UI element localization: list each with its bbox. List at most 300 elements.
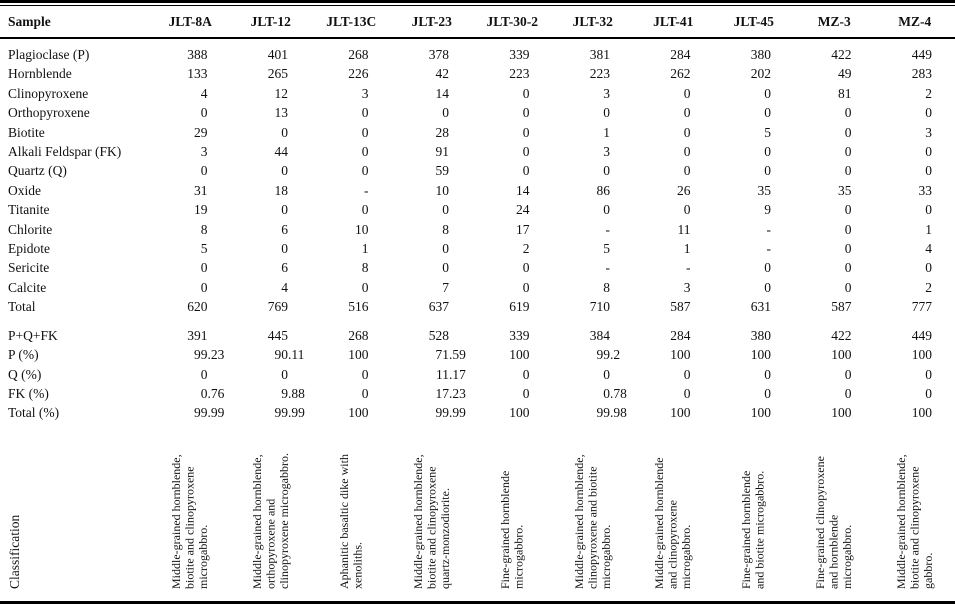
table-row — [0, 384, 955, 403]
data-cell — [472, 161, 553, 180]
data-cell — [553, 297, 634, 316]
value-integer-part: 528 — [428, 327, 449, 343]
classification-text: Middle-grained hornblende and clinopyroxene microgabbro. — [652, 457, 693, 590]
value-integer-part: - — [766, 241, 771, 257]
data-cell — [794, 123, 875, 142]
data-cell — [794, 84, 875, 103]
value-integer-part: 90 — [274, 347, 288, 363]
value-integer-part: 0 — [844, 202, 852, 218]
value-integer-part: 0 — [844, 163, 852, 179]
data-cell — [633, 161, 714, 180]
value-integer-part: 0 — [683, 144, 691, 160]
row-label: Chlorite — [8, 221, 53, 237]
column-header: MZ-4 — [875, 6, 955, 38]
data-cell — [231, 258, 312, 277]
value-integer-part: 637 — [428, 299, 449, 315]
data-cell — [231, 365, 312, 384]
data-cell — [311, 142, 392, 161]
classification-cell — [553, 423, 634, 601]
value-integer-part: 0 — [844, 105, 852, 121]
value-integer-part: 4 — [925, 241, 932, 257]
data-cell — [875, 297, 955, 316]
value-integer-part: 100 — [750, 347, 771, 363]
data-cell — [633, 64, 714, 83]
data-cell — [311, 258, 392, 277]
table-row — [0, 181, 955, 200]
value-integer-part: 0 — [281, 366, 288, 382]
value-integer-part: 18 — [274, 182, 288, 198]
value-integer-part: 378 — [428, 47, 449, 62]
data-cell — [311, 220, 392, 239]
data-cell — [472, 181, 553, 200]
value-integer-part: 6 — [281, 260, 288, 276]
value-integer-part: 81 — [838, 85, 852, 101]
data-cell — [633, 123, 714, 142]
data-cell — [150, 278, 231, 297]
value-integer-part: 391 — [187, 327, 208, 343]
value-integer-part: 0 — [925, 202, 932, 218]
data-cell — [231, 278, 312, 297]
value-integer-part: 3 — [603, 85, 610, 101]
classification-text: Middle-grained hornblende, biotite and clinopyroxene quartz-monzodiorite. — [410, 454, 452, 590]
data-cell — [553, 181, 634, 200]
value-integer-part: 226 — [348, 66, 369, 82]
value-integer-part: 0 — [683, 124, 691, 140]
table-row — [0, 403, 955, 422]
value-integer-part: 9 — [281, 385, 288, 401]
value-integer-part: 11 — [436, 366, 449, 382]
classification-text: Middle-grained hornblende, orthopyroxene and clinopyroxene microgabbro. — [249, 453, 291, 590]
value-integer-part: 8 — [442, 221, 449, 237]
value-integer-part: 0 — [522, 366, 530, 382]
value-fraction-part: .23 — [449, 385, 466, 401]
value-integer-part: 223 — [589, 66, 610, 82]
row-label: P (%) — [8, 347, 39, 363]
data-cell — [311, 38, 392, 64]
value-integer-part: 133 — [187, 66, 208, 82]
value-integer-part: 0 — [844, 144, 852, 160]
data-cell — [553, 278, 634, 297]
value-integer-part: 0 — [442, 105, 449, 121]
table-row — [0, 103, 955, 122]
data-cell — [714, 365, 795, 384]
table-row — [0, 345, 955, 364]
value-integer-part: 3 — [603, 144, 610, 160]
classification-label: Classification — [7, 515, 22, 590]
value-integer-part: 0 — [844, 260, 852, 276]
data-cell — [553, 239, 634, 258]
data-cell — [794, 38, 875, 64]
value-integer-part: 283 — [911, 66, 932, 82]
data-cell — [392, 403, 473, 422]
value-integer-part: 0 — [925, 105, 932, 121]
value-fraction-part: .23 — [207, 347, 225, 363]
data-cell — [553, 64, 634, 83]
data-cell — [633, 258, 714, 277]
value-integer-part: 0 — [200, 366, 208, 382]
classification-text: Aphanitic basaltic dike with xenoliths. — [336, 454, 365, 590]
value-integer-part: 0 — [764, 85, 771, 101]
data-cell — [231, 64, 312, 83]
data-cell — [150, 297, 231, 316]
data-cell — [231, 103, 312, 122]
row-label: Total (%) — [8, 405, 60, 421]
value-integer-part: 0 — [281, 124, 288, 140]
data-cell — [714, 403, 795, 422]
data-cell — [553, 403, 634, 422]
value-integer-part: 223 — [509, 66, 530, 82]
data-cell — [150, 258, 231, 277]
value-fraction-part: .2 — [610, 347, 621, 363]
value-integer-part: 0 — [200, 105, 208, 121]
value-integer-part: 0 — [925, 144, 932, 160]
value-integer-part: 8 — [200, 221, 208, 237]
data-cell — [794, 403, 875, 422]
value-integer-part: 445 — [267, 327, 288, 343]
classification-cell — [633, 423, 714, 601]
value-integer-part: 0 — [603, 163, 610, 179]
value-fraction-part: .76 — [207, 385, 225, 401]
data-cell — [231, 297, 312, 316]
value-integer-part: 0 — [603, 202, 610, 218]
row-label: Total — [8, 299, 36, 315]
value-integer-part: 5 — [603, 241, 610, 257]
value-integer-part: 0 — [200, 279, 208, 295]
data-cell — [553, 84, 634, 103]
value-integer-part: 59 — [435, 163, 449, 179]
data-cell — [714, 142, 795, 161]
value-integer-part: 401 — [267, 47, 288, 62]
value-integer-part: 449 — [911, 47, 932, 62]
value-integer-part: 284 — [670, 327, 691, 343]
table-row — [0, 142, 955, 161]
value-integer-part: 3 — [361, 85, 369, 101]
value-integer-part: 0 — [361, 366, 369, 382]
table-row — [0, 123, 955, 142]
data-cell — [472, 200, 553, 219]
value-integer-part: 0 — [764, 163, 771, 179]
value-integer-part: 0 — [200, 385, 208, 401]
data-cell — [875, 278, 955, 297]
value-integer-part: 13 — [274, 105, 288, 121]
column-header: JLT-32 — [553, 6, 634, 38]
data-cell — [875, 258, 955, 277]
data-cell — [875, 84, 955, 103]
value-integer-part: 1 — [603, 124, 610, 140]
value-integer-part: 0 — [442, 241, 449, 257]
value-fraction-part: .59 — [449, 347, 466, 363]
value-integer-part: 0 — [925, 366, 932, 382]
value-integer-part: 28 — [435, 124, 449, 140]
data-cell — [714, 103, 795, 122]
value-integer-part: 100 — [750, 405, 771, 421]
data-cell — [150, 220, 231, 239]
value-integer-part: 380 — [750, 327, 771, 343]
value-integer-part: 3 — [925, 124, 932, 140]
value-integer-part: 0 — [361, 144, 369, 160]
row-label: Q (%) — [8, 366, 42, 382]
data-cell — [472, 220, 553, 239]
value-integer-part: 99 — [194, 347, 208, 363]
data-cell — [150, 384, 231, 403]
value-integer-part: 100 — [348, 347, 369, 363]
value-fraction-part: .88 — [288, 385, 305, 401]
data-cell — [472, 84, 553, 103]
value-integer-part: 29 — [194, 124, 208, 140]
data-cell — [150, 123, 231, 142]
value-integer-part: 0 — [522, 385, 530, 401]
data-cell — [633, 142, 714, 161]
classification-row-label-cell — [0, 423, 150, 601]
value-fraction-part: .99 — [207, 405, 225, 421]
data-cell — [311, 181, 392, 200]
value-integer-part: 35 — [757, 182, 771, 198]
header-row — [0, 6, 955, 38]
data-cell — [714, 317, 795, 345]
data-cell — [150, 181, 231, 200]
data-cell — [392, 123, 473, 142]
column-header: JLT-23 — [392, 6, 473, 38]
data-cell — [875, 181, 955, 200]
row-label: Oxide — [8, 182, 41, 198]
column-header: JLT-30-2 — [472, 6, 553, 38]
value-integer-part: 99 — [596, 347, 610, 363]
row-label: Orthopyroxene — [8, 105, 90, 121]
data-cell — [794, 297, 875, 316]
value-integer-part: 0 — [764, 260, 771, 276]
data-cell — [633, 403, 714, 422]
classification-cell — [231, 423, 312, 601]
value-integer-part: 0 — [442, 202, 449, 218]
value-integer-part: 516 — [348, 299, 369, 315]
data-cell — [553, 161, 634, 180]
data-cell — [472, 317, 553, 345]
value-integer-part: 0 — [764, 279, 771, 295]
value-integer-part: 26 — [677, 182, 691, 198]
value-integer-part: 2 — [522, 241, 530, 257]
data-cell — [714, 123, 795, 142]
data-cell — [714, 84, 795, 103]
value-integer-part: 0 — [361, 279, 369, 295]
data-cell — [231, 123, 312, 142]
table-row — [0, 161, 955, 180]
classification-text: Middle-grained hornblende, biotite and clinopyroxene gabbro. — [893, 454, 935, 590]
value-integer-part: 620 — [187, 299, 208, 315]
data-cell — [714, 200, 795, 219]
data-cell — [875, 64, 955, 83]
value-integer-part: 0 — [844, 241, 852, 257]
value-integer-part: 100 — [831, 347, 852, 363]
value-integer-part: 0 — [522, 85, 530, 101]
table-row — [0, 84, 955, 103]
column-header: JLT-45 — [714, 6, 795, 38]
data-cell — [875, 161, 955, 180]
value-integer-part: 380 — [750, 47, 771, 62]
value-integer-part: 2 — [925, 279, 932, 295]
value-integer-part: - — [605, 260, 610, 276]
data-cell — [714, 258, 795, 277]
value-integer-part: 0 — [764, 366, 771, 382]
data-cell — [794, 317, 875, 345]
value-integer-part: 100 — [911, 405, 932, 421]
value-integer-part: 268 — [348, 327, 369, 343]
value-integer-part: 0 — [603, 366, 610, 382]
value-integer-part: 86 — [596, 182, 610, 198]
data-cell — [553, 365, 634, 384]
value-integer-part: 262 — [670, 66, 691, 82]
data-cell — [231, 181, 312, 200]
data-cell — [392, 345, 473, 364]
value-integer-part: 0 — [361, 124, 369, 140]
data-cell — [633, 317, 714, 345]
data-cell — [472, 38, 553, 64]
data-cell — [875, 142, 955, 161]
data-cell — [875, 384, 955, 403]
data-cell — [794, 220, 875, 239]
value-integer-part: 7 — [442, 279, 449, 295]
value-fraction-part: .78 — [610, 385, 627, 401]
value-integer-part: 33 — [918, 182, 932, 198]
data-cell — [553, 384, 634, 403]
value-integer-part: 100 — [670, 405, 691, 421]
value-integer-part: 422 — [831, 327, 852, 343]
data-cell — [633, 345, 714, 364]
data-cell — [472, 64, 553, 83]
data-cell — [472, 278, 553, 297]
value-fraction-part: .11 — [288, 347, 305, 363]
data-cell — [472, 297, 553, 316]
data-cell — [150, 161, 231, 180]
data-cell — [150, 317, 231, 345]
table-row — [0, 220, 955, 239]
data-cell — [150, 403, 231, 422]
data-cell — [875, 220, 955, 239]
data-cell — [472, 239, 553, 258]
data-cell — [472, 258, 553, 277]
data-cell — [633, 38, 714, 64]
data-cell — [150, 38, 231, 64]
value-fraction-part: .17 — [449, 366, 466, 382]
data-cell — [150, 345, 231, 364]
data-cell — [231, 142, 312, 161]
data-cell — [392, 64, 473, 83]
data-cell — [472, 142, 553, 161]
value-integer-part: 10 — [435, 182, 449, 198]
data-cell — [714, 38, 795, 64]
value-integer-part: 619 — [509, 299, 530, 315]
value-integer-part: 10 — [355, 221, 369, 237]
data-cell — [231, 161, 312, 180]
value-integer-part: 8 — [361, 260, 369, 276]
data-cell — [714, 220, 795, 239]
value-integer-part: 49 — [838, 66, 852, 82]
classification-cell — [714, 423, 795, 601]
data-cell — [231, 84, 312, 103]
value-integer-part: - — [605, 221, 610, 237]
value-integer-part: 0 — [281, 163, 288, 179]
data-cell — [794, 181, 875, 200]
column-header: JLT-41 — [633, 6, 714, 38]
data-cell — [553, 200, 634, 219]
data-cell — [633, 200, 714, 219]
data-cell — [392, 220, 473, 239]
value-integer-part: 284 — [670, 47, 691, 62]
value-integer-part: 0 — [844, 124, 852, 140]
row-label: Quartz (Q) — [8, 163, 67, 179]
value-integer-part: 0 — [361, 105, 369, 121]
classification-text: Fine-grained hornblende microgabbro. — [497, 471, 526, 590]
data-cell — [553, 103, 634, 122]
value-integer-part: 0 — [361, 385, 369, 401]
data-cell — [231, 38, 312, 64]
value-integer-part: 11 — [677, 221, 691, 237]
value-integer-part: 388 — [187, 47, 208, 62]
row-label: Calcite — [8, 279, 47, 295]
value-integer-part: 91 — [435, 144, 449, 160]
value-integer-part: 0 — [683, 105, 691, 121]
value-integer-part: 0 — [683, 163, 691, 179]
value-integer-part: 4 — [200, 85, 208, 101]
value-integer-part: 0 — [522, 105, 530, 121]
value-integer-part: 0 — [764, 144, 771, 160]
value-integer-part: 100 — [509, 347, 530, 363]
value-integer-part: 99 — [596, 405, 610, 421]
table-row — [0, 317, 955, 345]
classification-cell — [392, 423, 473, 601]
data-cell — [392, 317, 473, 345]
row-label: Sericite — [8, 260, 50, 276]
sample-column-header: Sample — [0, 6, 150, 38]
value-integer-part: 0 — [522, 144, 530, 160]
data-cell — [553, 258, 634, 277]
data-cell — [633, 84, 714, 103]
data-cell — [392, 384, 473, 403]
data-cell — [553, 317, 634, 345]
data-cell — [633, 384, 714, 403]
data-cell — [231, 239, 312, 258]
value-integer-part: 631 — [750, 299, 771, 315]
value-integer-part: 587 — [670, 299, 691, 315]
value-integer-part: 0 — [281, 241, 288, 257]
value-integer-part: 449 — [911, 327, 932, 343]
data-cell — [311, 317, 392, 345]
value-integer-part: 0 — [925, 260, 932, 276]
data-cell — [875, 200, 955, 219]
row-label: P+Q+FK — [8, 327, 58, 343]
data-cell — [875, 123, 955, 142]
data-cell — [150, 64, 231, 83]
data-cell — [311, 297, 392, 316]
value-integer-part: 17 — [516, 221, 530, 237]
data-cell — [472, 345, 553, 364]
value-integer-part: 12 — [274, 85, 288, 101]
data-cell — [875, 103, 955, 122]
data-cell — [875, 239, 955, 258]
data-cell — [633, 181, 714, 200]
value-integer-part: 5 — [764, 124, 771, 140]
data-cell — [714, 278, 795, 297]
data-cell — [392, 258, 473, 277]
value-integer-part: 0 — [683, 85, 691, 101]
value-integer-part: 14 — [516, 182, 530, 198]
value-integer-part: 0 — [603, 385, 610, 401]
data-cell — [553, 220, 634, 239]
data-cell — [633, 365, 714, 384]
value-integer-part: 4 — [281, 279, 288, 295]
value-integer-part: 99 — [435, 405, 449, 421]
table-row — [0, 278, 955, 297]
data-cell — [231, 403, 312, 422]
